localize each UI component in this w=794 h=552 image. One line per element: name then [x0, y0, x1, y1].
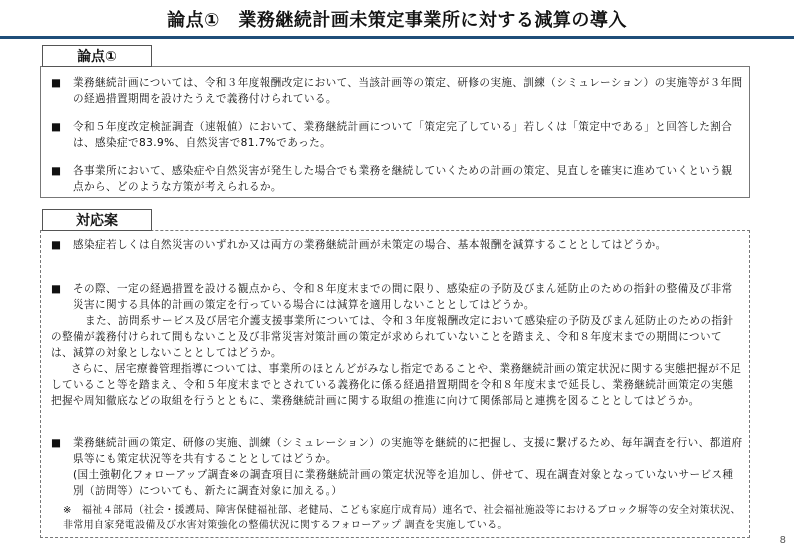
taiouan-item-2-sub-2: さらに、居宅療養管理指導については、事業所のほとんどがみなし指定であることや、業務継続計画の策定状況に関する実態把握が不足していること等を踏まえ、令和５年度末までとされている義務化に係る経過措置期間を令和８年度末まで延長し、業務継続計画策定の実態把握や周知徹底などの取組を行うとともに、業務継続計画に関する取組の推進に向けて関係部局と連携を図ることとしてはどうか。: [51, 363, 742, 407]
taiouan-item-3-text: 業務継続計画の策定、研修の実施、訓練（シミュレーション）の実施等を継続的に把握し、支援に繋げるため、毎年調査を行い、都道府県等にも策定状況等を共有することとしてはどうか。: [73, 437, 743, 465]
section-label-taiouan: 対応案: [42, 209, 152, 231]
bullet-icon: ■: [51, 121, 62, 133]
ronten-box: [40, 66, 750, 198]
page-number: 8: [779, 535, 786, 546]
taiouan-item-2-sub-1: また、訪問系サービス及び居宅介護支援事業所については、令和３年度報酬改定において感染症の予防及びまん延防止のための指針の整備が義務付けられて間もないこと及び非常災害対策計画の策定が求められていないことを踏まえ、令和８年度末までの期間については、減算の対象としないこととしてはどうか。: [51, 315, 734, 359]
footnote: ※ 福祉４部局（社会・援護局、障害保健福祉部、老健局、こども家庭庁成育局）連名で、社会福祉施設等におけるブロック塀等の安全対策状況、非常用自家発電設備及び水害対策強化の整備状況に関するフォローアップ 調査を実施している。: [63, 505, 741, 531]
page-title: 論点① 業務継続計画未策定事業所に対する減算の導入: [167, 10, 627, 31]
section-label-ronten: 論点①: [42, 45, 152, 67]
ronten-item-2: [51, 119, 743, 151]
bullet-icon: ■: [51, 437, 62, 449]
taiouan-box: [40, 230, 750, 538]
title-underline: [0, 36, 794, 39]
taiouan-item-1-text: 感染症若しくは自然災害のいずれか又は両方の業務継続計画が未策定の場合、基本報酬を減算することとしてはどうか。: [73, 239, 667, 251]
ronten-item-3-text: 各事業所において、感染症や自然災害が発生した場合でも業務を継続していくための計画の策定、見直しを確実に進めていくという観点から、どのような方策が考えられるか。: [73, 165, 733, 193]
bullet-icon: ■: [51, 165, 62, 177]
taiouan-item-3: [51, 435, 743, 467]
ronten-item-3: [51, 163, 743, 195]
taiouan-item-3-sub: (国土強靭化フォローアップ調査※の調査項目に業務継続計画の策定状況等を追加し、併せて、現在調査対象となっていないサービス種別（訪問等）についても、新たに調査対象に加える。）: [73, 469, 734, 497]
bullet-icon: ■: [51, 239, 62, 251]
ronten-item-1-text: 業務継続計画については、令和３年度報酬改定において、当該計画等の策定、研修の実施、訓練（シミュレーション）の実施等が３年間の経過措置期間を設けたうえで義務付けられている。: [73, 77, 743, 105]
ronten-item-2-text: 令和５年度改定検証調査（速報値）において、業務継続計画について「策定完了している」若しくは「策定中である」と回答した割合は、感染症で83.9%、自然災害で81.7%であった。: [73, 121, 733, 149]
bullet-icon: ■: [51, 283, 62, 295]
taiouan-item-1: [51, 237, 743, 253]
taiouan-item-2: [51, 281, 743, 313]
ronten-item-1: [51, 75, 743, 107]
bullet-icon: ■: [51, 77, 62, 89]
taiouan-item-2-text: その際、一定の経過措置を設ける観点から、令和８年度末までの間に限り、感染症の予防及びまん延防止のための指針の整備及び非常災害に関する具体的計画の策定を行っている場合には減算を適用しないこととしてはどうか。: [73, 283, 733, 311]
